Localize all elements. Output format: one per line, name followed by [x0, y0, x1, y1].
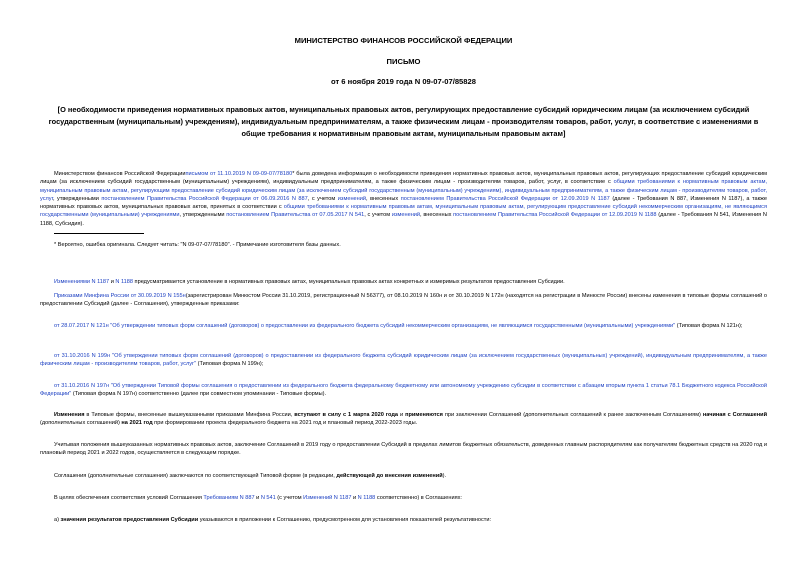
paragraph-results: а) значения результатов предоставления Субсидии указываются в приложении к Соглашению, предусмотренном для установления показателей результативности: — [54, 517, 492, 523]
link-resolution-541[interactable]: постановлением Правительства от 07.05.2017 N 541 — [226, 212, 365, 219]
paragraph-orders: Приказами Минфина России от 30.09.2019 N 155н(зарегистрирован Минюстом России 31.10.2019, регистрационный N 56377), от 08.10.2019 N 160н и от 30.10.2019 N 172н (находятся на регистрации в Минюсте России) внесены изменения в типовые формы соглашений о предоставлении Субсидий (далее - Соглашения), утвержденные приказами: — [40, 293, 768, 308]
link-changes-1187[interactable]: изменений — [337, 195, 366, 202]
link-order-155n[interactable]: Приказами Минфина России от 30.09.2019 N 155н — [54, 293, 186, 299]
paragraph-effective-date: Изменения в Типовые формы, внесенные вышеуказанными приказами Минфина России, вступают в силу с 1 марта 2020 года и применяются при заключении Соглашений (дополнительных соглашений к ранее заключенным Соглашениям) начиная с Соглашений (дополнительных соглашений) на 2021 год при формировании проекта федерального бюджета на 2021 год и плановый период 2022-2023 годы. — [40, 412, 768, 427]
link-order-197n[interactable]: от 31.10.2016 N 197н "Об утверждении Типовой формы соглашения о предоставлении из федерального бюджета федеральному бюджетному или автономному учреждению субсидии в соответствии с абзацем вторым пункта 1 статьи 78.1 Бюджетного кодекса Российской Федерации" — [40, 383, 767, 398]
link-1188-p2[interactable]: N 1188 — [115, 279, 133, 285]
paragraph-intro: Министерством финансов Российской Федерацииписьмом от 11.10.2019 N 09-09-07/78180* была доведена информация о необходимости приведения нормативных правовых актов, муниципальных правовых актов, регулирующих предоставление субсидий юридическим лицам (за исключением субсидий государственным (муниципальным) учреждениям), индивидуальным предпринимателям, а также физическим лицам - производителям товаров, работ, услуг, в соответствие с общими требованиями к нормативным правовым актам, муниципальным правовым актам, регулирующим предоставление субсидий юридическим лицам (за исключением субсидий государственным (муниципальным) учреждениям), индивидуальным предпринимателям, а также физическим лицам - производителям товаров, работ, услуг, утвержденными постановлением Правительства Российской Федерации от 06.09.2016 N 887, с учетом изменений, внесенных постановлением Правительства Российской Федерации от 12.09.2019 N 1187 (далее - Требования N 887, Изменения N 1187), а также нормативных правовых актов, муниципальных правовых актов, принятых в соответствии с общими требованиями к нормативным правовым актам, муниципальным правовым актам, регулирующим предоставление субсидий некоммерческим организациям, не являющимся государственными (муниципальными) учреждениями, утвержденными постановлением Правительства от 07.05.2017 N 541, с учетом изменений, внесенных постановлением Правительства Российской Федерации от 12.09.2019 N 1188 (далее - Требования N 541, Изменения N 1188, Субсидия). — [40, 171, 767, 227]
footnote: * Вероятно, ошибка оригинала. Следует читать: "N 09-07-07/78180". - Примечание изготовителя базы данных. — [54, 242, 341, 248]
paragraph-procedure: Учитывая положения вышеуказанных нормативных правовых актов, заключение Соглашений в 2019 году о предоставлении Субсидий в пределах лимитов бюджетных обязательств, доведенных главным распорядителям как получателям бюджетных средств на 2020 год и плановый период 2021 и 2022 годов, осуществляется в следующем порядке. — [40, 442, 767, 457]
link-order-199n[interactable]: от 31.10.2016 N 199н "Об утверждении типовых форм соглашений (договоров) о предоставлении из федерального бюджета субсидий юридическим лицам (за исключением государственных (муниципальных) учреждений), индивидуальным предпринимателям, а также физическим лицам - производителям товаров, работ, услуг" — [40, 353, 767, 368]
link-changes-1187-p2[interactable]: Изменениями N 1187 — [54, 279, 110, 285]
paragraph-order-197n: от 31.10.2016 N 197н "Об утверждении Типовой формы соглашения о предоставлении из федерального бюджета федеральному бюджетному или автономному учреждению субсидии в соответствии с абзацем вторым пункта 1 статьи 78.1 Бюджетного кодекса Российской Федерации" (Типовая форма N 197н) соответственно (далее при совместном упоминании - Типовые формы). — [40, 383, 767, 398]
paragraph-agreements: Соглашения (дополнительные соглашения) заключаются по соответствующей Типовой форме (в редакции, действующей до внесения изменений). — [54, 473, 447, 479]
date-number-heading: от 6 ноября 2019 года N 09-07-07/85828 — [331, 77, 476, 86]
subject-heading: [О необходимости приведения нормативных правовых актов, муниципальных правовых актов, регулирующих предоставление субсидий юридическим лицам (за исключением субсидий государственным (муниципальным) учреждениям), индивидуальным предпринимателям, а также физическим лицам - производителям товаров, работ, услуг, в соответствие с изменениями в общие требования к нормативным правовым актам, муниципальным правовым актам] — [48, 105, 759, 138]
doc-type-heading: ПИСЬМО — [386, 57, 421, 66]
link-1188-p10[interactable]: N 1188 — [357, 495, 376, 501]
link-requirements-887[interactable]: Требованиям N 887 — [203, 495, 255, 501]
link-resolution-1188[interactable]: постановлением Правительства Российской Федерации от 12.09.2019 N 1188 — [453, 212, 657, 219]
link-changes-1188[interactable]: изменений — [391, 212, 421, 219]
link-resolution-1187[interactable]: постановлением Правительства Российской Федерации от 12.09.2019 N 1187 — [400, 195, 610, 202]
paragraph-changes: Изменениями N 1187 и N 1188 предусматривается установление в нормативных правовых актах, муниципальных правовых актах конкретных и измеримых результатов предоставления Субсидии. — [54, 279, 565, 285]
link-resolution-887[interactable]: постановлением Правительства Российской Федерации от 06.09.2016 N 887 — [101, 195, 308, 202]
link-general-requirements-887[interactable]: общими требованиями к нормативным правовым актам, муниципальным правовым актам, регулирующим предоставление субсидий юридическим лицам (за исключением субсидий государственным (муниципальным) учреждениям), индивидуальным предпринимателям, а также физическим лицам - производителям товаров, работ, услуг — [40, 179, 767, 202]
link-order-121n[interactable]: от 28.07.2017 N 121н "Об утверждении типовых форм соглашений (договоров) о предоставлении из федерального бюджета субсидий некоммерческим организациям, не являющимся государственными (муниципальными) учреждениями" — [54, 323, 676, 329]
link-changes-1187-p10[interactable]: Изменений N 1187 — [303, 495, 352, 501]
link-541[interactable]: N 541 — [260, 495, 276, 501]
paragraph-order-199n: от 31.10.2016 N 199н "Об утверждении типовых форм соглашений (договоров) о предоставлении из федерального бюджета субсидий юридическим лицам (за исключением государственных (муниципальных) учреждений), индивидуальным предпринимателям, а также физическим лицам - производителям товаров, работ, услуг" (Типовая форма N 199н); — [40, 353, 767, 368]
footnote-divider — [54, 233, 144, 234]
paragraph-order-121n: от 28.07.2017 N 121н "Об утверждении типовых форм соглашений (договоров) о предоставлении из федерального бюджета субсидий некоммерческим организациям, не являющимся государственными (муниципальными) учреждениями" (Типовая форма N 121н); — [54, 323, 743, 329]
paragraph-compliance: В целях обеспечения соответствия условий Соглашения Требованиям N 887 и N 541 (с учетом Изменений N 1187 и N 1188 соответственно) в Соглашениях: — [54, 495, 462, 501]
ministry-heading: МИНИСТЕРСТВО ФИНАНСОВ РОССИЙСКОЙ ФЕДЕРАЦИИ — [294, 36, 513, 45]
link-letter-78180[interactable]: письмом от 11.10.2019 N 09-09-07/78180 — [185, 171, 293, 177]
link-general-requirements-541[interactable]: общими требованиями к нормативным правовым актам, муниципальным правовым актам, регулирующим предоставление субсидий некоммерческим организациям, не являющимся государственными (муниципальными) учреждениями — [40, 204, 767, 219]
